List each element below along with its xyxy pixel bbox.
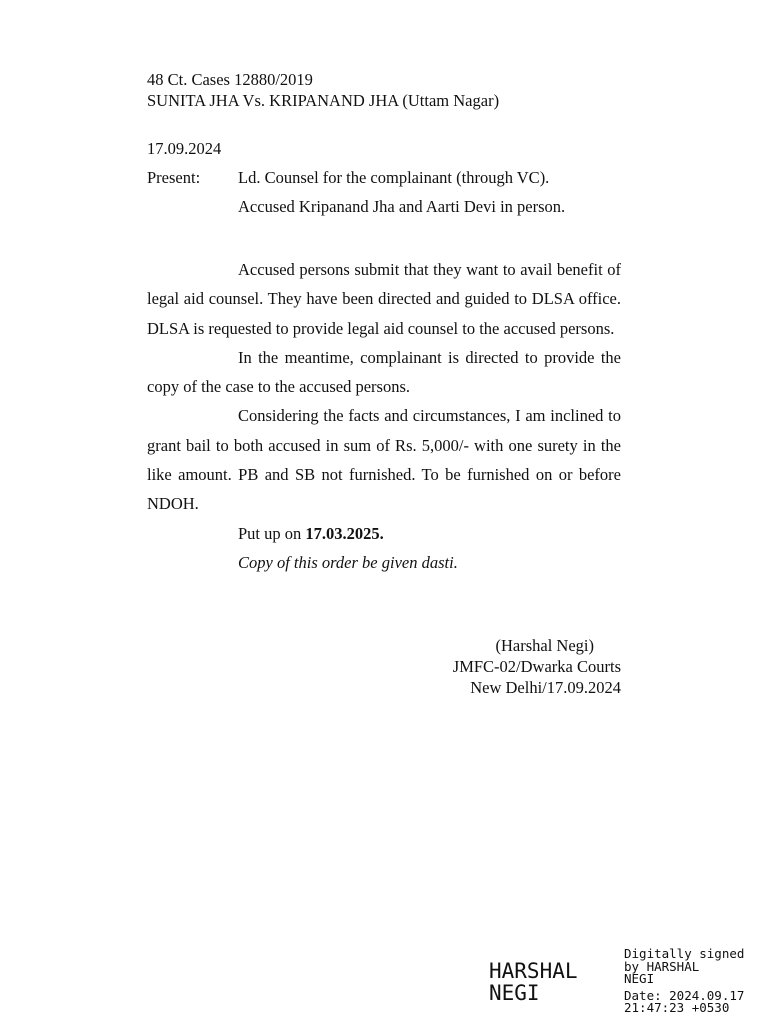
digital-signature-info-line4: Date: 2024.09.17 — [624, 987, 745, 1003]
signatory-name: (Harshal Negi) — [495, 636, 594, 655]
signatory-designation: JMFC-02/Dwarka Courts — [452, 657, 621, 676]
case-header — [147, 69, 499, 111]
put-up-line — [147, 519, 621, 548]
digital-signature-info-line5: 21:47:23 +0530 — [624, 1000, 730, 1015]
order-date: 17.09.2024 — [147, 139, 222, 158]
paragraph-copy-of-case: In the meantime, complainant is directed to provide the copy of the case to the accused persons. — [147, 347, 621, 397]
order-body — [147, 255, 621, 577]
paragraph-legal-aid: Accused persons submit that they want to avail benefit of legal aid counsel. They have been directed and guided to DLSA office. DLSA is requested to provide legal aid counsel to the accused persons. — [147, 260, 621, 338]
case-title: SUNITA JHA Vs. KRIPANAND JHA (Uttam Nagar) — [147, 91, 500, 110]
present-accused: Accused Kripanand Jha and Aarti Devi in person. — [238, 197, 566, 216]
digital-signature-info-line1: Digitally signed — [624, 946, 745, 961]
digital-signature-name-line2: NEGI — [489, 981, 540, 1005]
signature-place-date: New Delhi/17.09.2024 — [470, 678, 621, 697]
present-label: Present: — [147, 168, 201, 187]
digital-signature-name — [489, 960, 578, 1004]
case-number: 48 Ct. Cases 12880/2019 — [147, 70, 313, 89]
present-counsel: Ld. Counsel for the complainant (through VC). — [238, 168, 550, 187]
digital-signature-name-line1: HARSHAL — [489, 959, 578, 983]
digital-signature-info-line3: NEGI — [624, 971, 655, 986]
copy-note: Copy of this order be given dasti. — [238, 552, 458, 572]
digital-signature-info — [624, 948, 744, 1015]
put-up-date: 17.03.2025. — [305, 523, 384, 543]
put-up-prefix: Put up on — [238, 523, 306, 543]
digital-signature-info-line2: by HARSHAL — [624, 958, 700, 974]
paragraph-bail: Considering the facts and circumstances, I am inclined to grant bail to both accused in sum of Rs. 5,000/- with one surety in the like amount. PB and SB not furnished. To be furnished on or before NDOH. — [147, 406, 621, 514]
signature-block — [453, 635, 621, 698]
